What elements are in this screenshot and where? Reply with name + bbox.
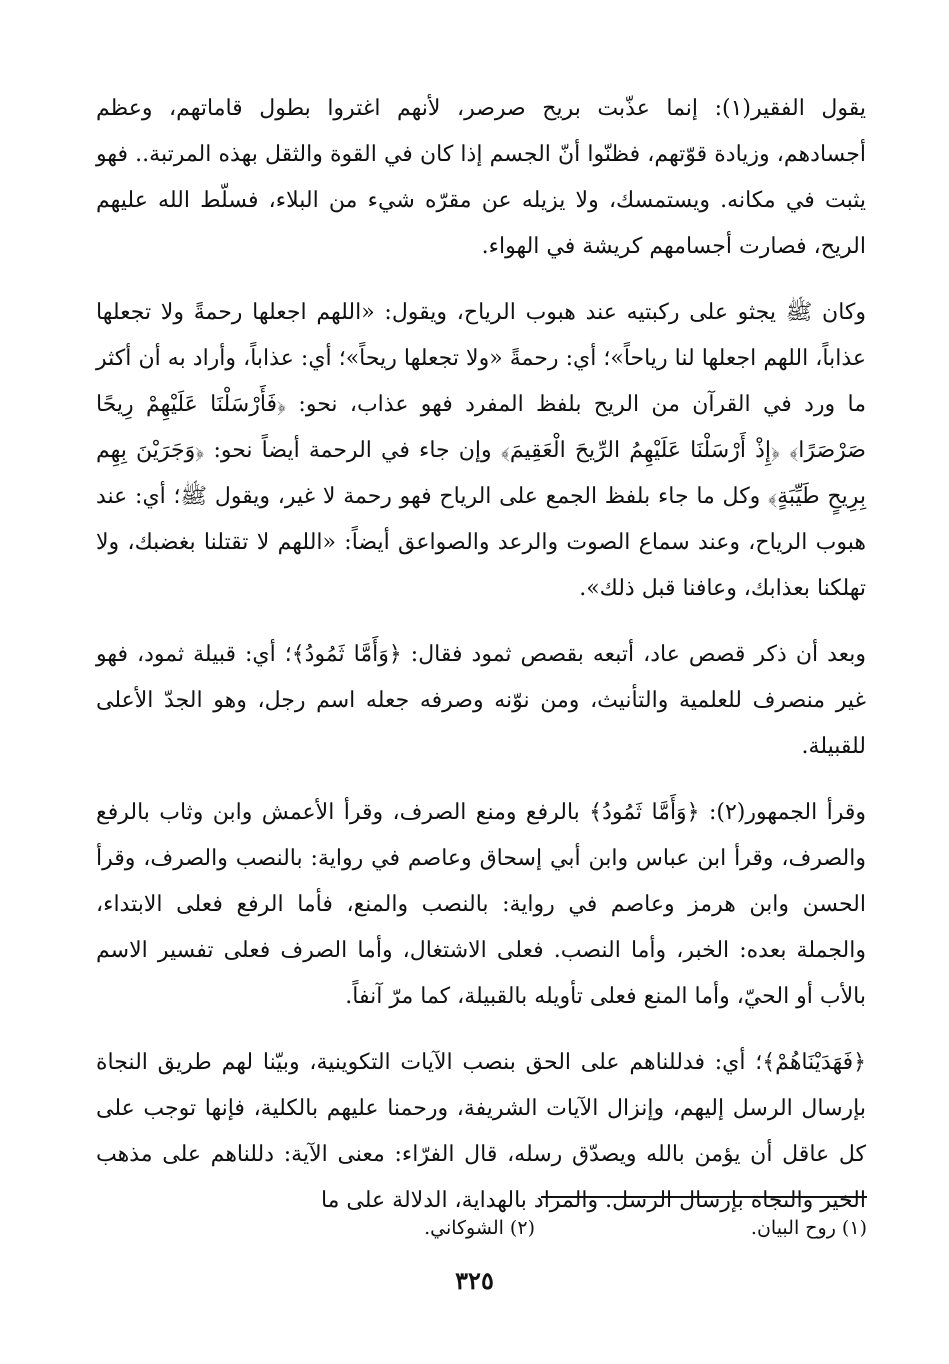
page-body bbox=[96, 86, 866, 1224]
paragraph-4: وقرأ الجمهور(٢): ﴿وَأَمَّا ثَمُودُ﴾ بالرفع ومنع الصرف، وقرأ الأعمش وابن وثاب بالرفع والصرف، وقرأ ابن عباس وابن أبي إسحاق وعاصم في رواية: بالنصب والصرف، وقرأ الحسن وابن هرمز وعاصم في رواية: بالنصب والمنع، فأما الرفع فعلى الابتداء، والجملة بعده: الخبر، وأما النصب. فعلى الاشتغال، وأما الصرف فعلى تفسير الاسم بالأب أو الحيّ، وأما المنع فعلى تأويله بالقبيلة، كما مرّ آنفاً. bbox=[96, 800, 866, 1009]
paragraph-5: ﴿فَهَدَيْنَاهُمْ﴾؛ أي: فدللناهم على الحق بنصب الآيات التكوينية، وبيّنا لهم طريق النجاة بإرسال الرسل إليهم، وإنزال الآيات الشريفة، ورحمنا عليهم بالكلية، فإنها توجب على كل عاقل أن يؤمن بالله ويصدّق رسله، قال الفرّاء: معنى الآية: دللناهم على مذهب الخير والنجاة بإرسال الرسل. والمراد بالهداية، الدلالة على ما bbox=[96, 1050, 866, 1213]
footnote-divider bbox=[541, 1196, 867, 1198]
footnote-2: (٢) الشوكاني. bbox=[424, 1217, 535, 1239]
footnotes bbox=[327, 1210, 867, 1246]
page-number: ٣٢٥ bbox=[455, 1266, 494, 1295]
paragraph-3: وبعد أن ذكر قصص عاد، أتبعه بقصص ثمود فقال: ﴿وَأَمَّا ثَمُودُ﴾؛ أي: قبيلة ثمود، فهو غير منصرف للعلمية والتأنيث، ومن نوّنه وصرفه جعله اسم رجل، وهو الجدّ الأعلى للقبيلة. bbox=[96, 642, 866, 759]
paragraph-1: يقول الفقير(١): إنما عذّبت بريح صرصر، لأنهم اغتروا بطول قاماتهم، وعظم أجسادهم، وزيادة قوّتهم، فظنّوا أنّ الجسم إذا كان في القوة والثقل بهذه المرتبة.. فهو يثبت في مكانه. ويستمسك، ولا يزيله عن مقرّه شيء من البلاء، فسلّط الله عليهم الريح، فصارت أجسامهم كريشة في الهواء. bbox=[96, 96, 866, 259]
paragraph-2: وكان ﷺ يجثو على ركبتيه عند هبوب الرياح، ويقول: «اللهم اجعلها رحمةً ولا تجعلها عذاباً، اللهم اجعلها لنا رياحاً»؛ أي: رحمةً «ولا تجعلها ريحاً»؛ أي: عذاباً، وأراد به أن أكثر ما ورد في القرآن من الريح بلفظ المفرد فهو عذاب، نحو: ﴿فَأَرْسَلْنَا عَلَيْهِمْ رِيحًا صَرْصَرًا﴾ ﴿إِذْ أَرْسَلْنَا عَلَيْهِمُ الرِّيحَ الْعَقِيمَ﴾ وإن جاء في الرحمة أيضاً نحو: ﴿وَجَرَيْنَ بِهِم بِرِيحٍ طَيِّبَةٍ﴾ وكل ما جاء بلفظ الجمع على الرياح فهو رحمة لا غير، ويقول ﷺ؛ أي: عند هبوب الرياح، وعند سماع الصوت والرعد والصواعق أيضاً: «اللهم لا تقتلنا بغضبك، ولا تهلكنا بعذابك، وعافنا قبل ذلك». bbox=[96, 300, 866, 601]
footnote-1: (١) روح البيان. bbox=[750, 1217, 867, 1239]
